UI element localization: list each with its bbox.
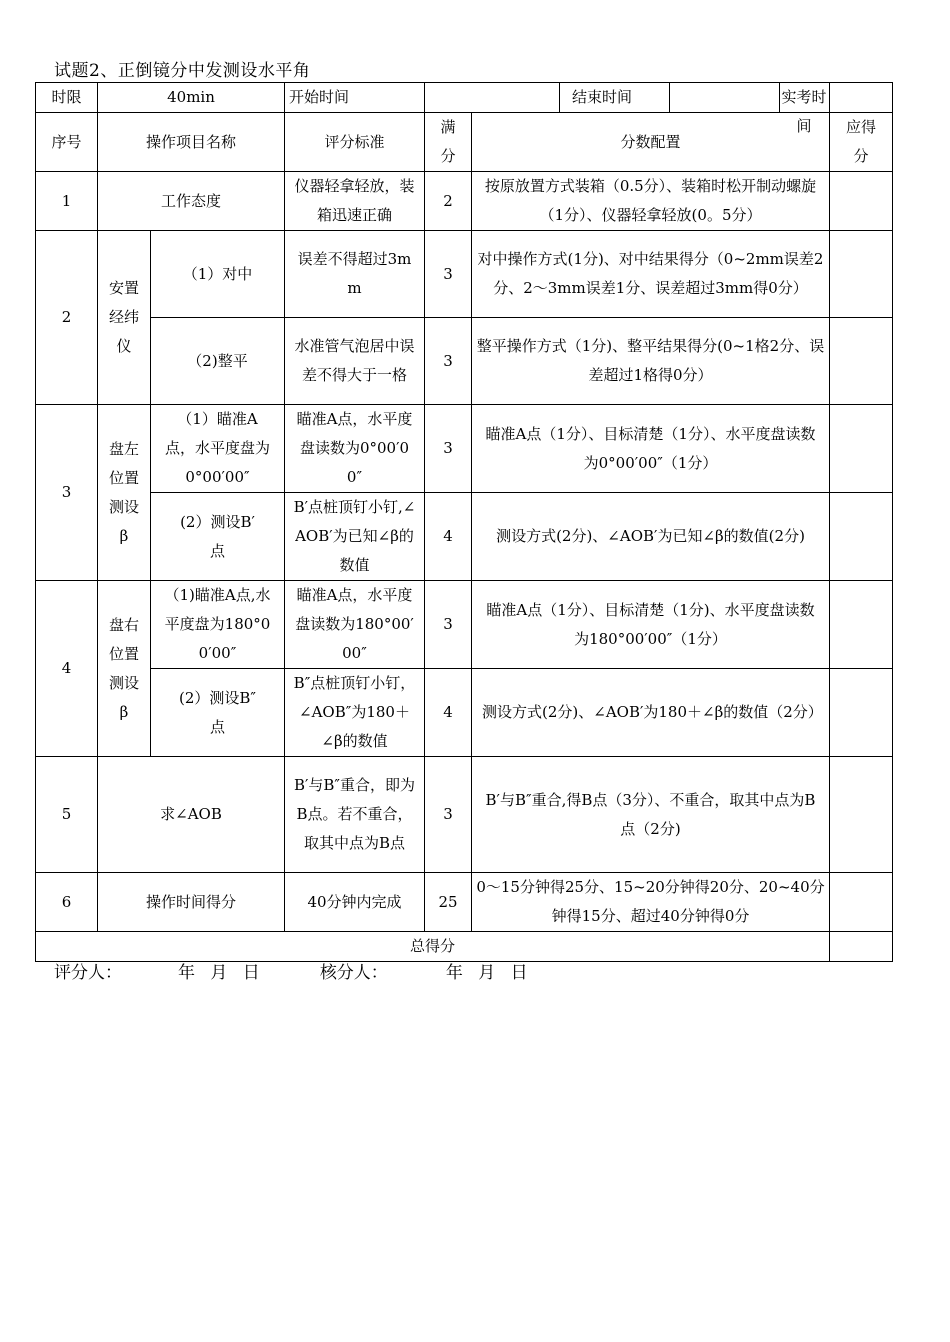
- row-standard: 水准管气泡居中误差不得大于一格: [285, 318, 425, 405]
- row-alloc: B′与B″重合,得B点（3分）、不重合，取其中点为B点（2分): [472, 757, 830, 873]
- table-row: [36, 873, 893, 932]
- table-row: [36, 669, 893, 757]
- row-score-input[interactable]: [830, 581, 893, 669]
- row-score-input[interactable]: [830, 757, 893, 873]
- header-row: [36, 83, 893, 113]
- row-full: 3: [425, 318, 472, 405]
- col-alloc: 分数配置: [472, 113, 830, 172]
- end-time-and-actual-cell: [670, 83, 830, 135]
- row-alloc: 瞄准A点（1分）、目标清楚（1分)、水平度盘读数为180°00′00″（1分）: [472, 581, 830, 669]
- row-standard: B′点桩顶钉小钉,∠AOB′为已知∠β的数值: [285, 493, 425, 581]
- row-alloc: 测设方式(2分)、∠AOB′为已知∠β的数值(2分): [472, 493, 830, 581]
- row-full: 3: [425, 405, 472, 493]
- row-alloc: 瞄准A点（1分）、目标清楚（1分）、水平度盘读数为0°00′00″（1分）: [472, 405, 830, 493]
- row-group: 盘右位置测设β: [98, 581, 151, 757]
- row-seq: 1: [36, 172, 98, 231]
- scorer-label: 评分人：: [54, 963, 122, 983]
- row-full: 3: [425, 231, 472, 318]
- total-score-input[interactable]: [830, 932, 893, 962]
- start-time-label: 开始时间: [285, 83, 425, 113]
- total-label: 总得分: [36, 932, 830, 962]
- actual-time-value[interactable]: [830, 83, 893, 113]
- row-score-input[interactable]: [830, 318, 893, 405]
- table-row: [36, 581, 893, 669]
- row-group: 盘左位置测设β: [98, 405, 151, 581]
- row-standard: 瞄准A点，水平度盘读数为180°00′00″: [285, 581, 425, 669]
- col-seq: 序号: [36, 113, 98, 172]
- end-time-label: 结束时间: [560, 83, 670, 113]
- row-score-input[interactable]: [830, 873, 893, 932]
- row-item: (2）测设B″点: [151, 669, 285, 757]
- end-time-value[interactable]: [670, 83, 780, 112]
- row-standard: 仪器轻拿轻放，装箱迅速正确: [285, 172, 425, 231]
- row-score-input[interactable]: [830, 231, 893, 318]
- row-alloc: 测设方式(2分)、∠AOB′为180＋∠β的数值（2分）: [472, 669, 830, 757]
- row-score-input[interactable]: [830, 493, 893, 581]
- row-item: 求∠AOB: [98, 757, 285, 873]
- table-row: [36, 405, 893, 493]
- row-item: （2)整平: [151, 318, 285, 405]
- row-alloc: 0～15分钟得25分、15~20分钟得20分、20~40分钟得15分、超过40分钟得0分: [472, 873, 830, 932]
- row-standard: B′与B″重合，即为B点。若不重合，取其中点为B点: [285, 757, 425, 873]
- row-seq: 5: [36, 757, 98, 873]
- row-alloc: 对中操作方式(1分)、对中结果得分（0~2mm误差2分、2～3mm误差1分、误差超过3mm得0分）: [472, 231, 830, 318]
- row-item: 工作态度: [98, 172, 285, 231]
- scorer-date: 年 月 日: [178, 963, 260, 983]
- row-standard: 误差不得超过3mm: [285, 231, 425, 318]
- row-seq: 4: [36, 581, 98, 757]
- col-full: 满分: [425, 113, 472, 172]
- row-standard: 40分钟内完成: [285, 873, 425, 932]
- signature-footer: [54, 958, 528, 983]
- row-score-input[interactable]: [830, 669, 893, 757]
- table-row: [36, 231, 893, 318]
- row-full: 4: [425, 493, 472, 581]
- checker-label: 核分人：: [319, 963, 388, 983]
- row-full: 3: [425, 581, 472, 669]
- score-table: [35, 82, 893, 962]
- col-score: 应得分: [830, 113, 893, 172]
- row-item: （1）对中: [151, 231, 285, 318]
- row-seq: 2: [36, 231, 98, 405]
- col-standard: 评分标准: [285, 113, 425, 172]
- row-item: （1）瞄准A点，水平度盘为0°00′00″: [151, 405, 285, 493]
- time-limit-value: 40min: [98, 83, 285, 113]
- total-row: [36, 932, 893, 962]
- page-title: 试题2、正倒镜分中发测设水平角: [54, 61, 311, 81]
- col-item: 操作项目名称: [98, 113, 285, 172]
- row-alloc: 按原放置方式装箱（0.5分）、装箱时松开制动螺旋（1分）、仪器轻拿轻放(0。5分）: [472, 172, 830, 231]
- row-full: 25: [425, 873, 472, 932]
- row-standard: B″点桩顶钉小钉，∠AOB″为180＋∠β的数值: [285, 669, 425, 757]
- table-row: [36, 172, 893, 231]
- row-item: 操作时间得分: [98, 873, 285, 932]
- actual-time-label: 实考时间: [781, 88, 827, 135]
- row-standard: 瞄准A点，水平度盘读数为0°00′00″: [285, 405, 425, 493]
- row-alloc: 整平操作方式（1分)、整平结果得分(0~1格2分、误差超过1格得0分）: [472, 318, 830, 405]
- row-score-input[interactable]: [830, 405, 893, 493]
- row-full: 4: [425, 669, 472, 757]
- row-seq: 3: [36, 405, 98, 581]
- row-score-input[interactable]: [830, 172, 893, 231]
- time-limit-label: 时限: [36, 83, 98, 113]
- table-row: [36, 493, 893, 581]
- row-group: 安置经纬仪: [98, 231, 151, 405]
- start-time-value[interactable]: [425, 83, 560, 113]
- row-full: 3: [425, 757, 472, 873]
- row-item: （1)瞄准A点,水平度盘为180°00′00″: [151, 581, 285, 669]
- row-item: (2）测设B′点: [151, 493, 285, 581]
- row-full: 2: [425, 172, 472, 231]
- table-row: [36, 318, 893, 405]
- table-row: [36, 757, 893, 873]
- checker-date: 年 月 日: [445, 963, 528, 983]
- row-seq: 6: [36, 873, 98, 932]
- column-header-row: [36, 113, 893, 172]
